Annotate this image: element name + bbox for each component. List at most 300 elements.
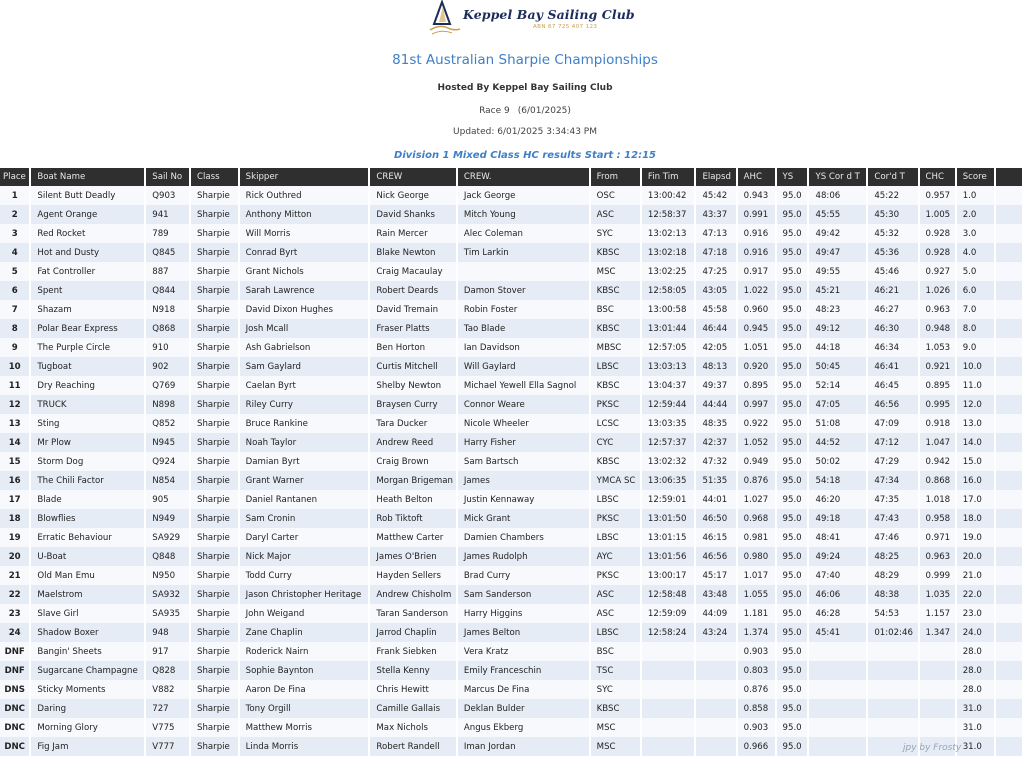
table-cell: 95.0	[777, 680, 808, 699]
table-cell: Sharpie	[191, 642, 238, 661]
table-cell: 47:43	[868, 509, 917, 528]
table-cell: David Tremain	[370, 300, 455, 319]
table-cell: SA935	[146, 604, 189, 623]
table-cell: 1.005	[920, 205, 955, 224]
table-cell: 7.0	[957, 300, 994, 319]
table-cell: 12:58:37	[642, 205, 695, 224]
table-cell: 95.0	[777, 376, 808, 395]
table-cell: BSC	[591, 642, 640, 661]
table-cell: DNF	[0, 642, 29, 661]
table-cell: Will Gaylard	[458, 357, 589, 376]
column-header: CHC	[920, 168, 955, 186]
table-row	[0, 186, 1022, 205]
table-cell: The Chili Factor	[31, 471, 144, 490]
table-cell: 13:01:44	[642, 319, 695, 338]
table-cell: CYC	[591, 433, 640, 452]
table-cell: 4.0	[957, 243, 994, 262]
table-cell: Q845	[146, 243, 189, 262]
table-cell: 12:58:48	[642, 585, 695, 604]
table-cell: 46:45	[868, 376, 917, 395]
table-cell: KBSC	[591, 699, 640, 718]
table-row	[0, 262, 1022, 281]
table-cell: SA929	[146, 528, 189, 547]
table-cell: 50:02	[809, 452, 866, 471]
table-cell: 12:59:01	[642, 490, 695, 509]
table-cell: V777	[146, 737, 189, 756]
table-cell: John Weigand	[240, 604, 369, 623]
table-cell: Conrad Byrt	[240, 243, 369, 262]
table-row	[0, 642, 1022, 661]
table-cell: 23	[0, 604, 29, 623]
table-cell: N950	[146, 566, 189, 585]
table-row	[0, 357, 1022, 376]
table-cell: 0.895	[738, 376, 775, 395]
column-header: Place	[0, 168, 29, 186]
table-cell: 0.803	[738, 661, 775, 680]
club-name: Keppel Bay Sailing Club	[463, 7, 635, 22]
table-cell: 19	[0, 528, 29, 547]
table-cell: V882	[146, 680, 189, 699]
page-title: 81st Australian Sharpie Championships	[392, 52, 658, 68]
table-cell	[809, 680, 866, 699]
results-body	[0, 186, 1022, 756]
table-cell: Sharpie	[191, 718, 238, 737]
table-cell: Jarrod Chaplin	[370, 623, 455, 642]
table-cell: 12:57:05	[642, 338, 695, 357]
table-cell: 49:12	[809, 319, 866, 338]
table-cell: Hot and Dusty	[31, 243, 144, 262]
table-cell: MSC	[591, 718, 640, 737]
table-cell: 0.963	[920, 547, 955, 566]
table-cell	[996, 623, 1022, 642]
column-header: Fin Tim	[642, 168, 695, 186]
table-cell: Sharpie	[191, 357, 238, 376]
table-cell: 43:48	[696, 585, 735, 604]
table-cell	[996, 680, 1022, 699]
table-cell: Aaron De Fina	[240, 680, 369, 699]
column-header: Skipper	[240, 168, 369, 186]
table-cell: SYC	[591, 224, 640, 243]
table-cell: 47:13	[696, 224, 735, 243]
table-cell: Curtis Mitchell	[370, 357, 455, 376]
table-cell: Sharpie	[191, 661, 238, 680]
table-cell: Frank Siebken	[370, 642, 455, 661]
table-cell: 47:12	[868, 433, 917, 452]
table-cell: 45:36	[868, 243, 917, 262]
table-cell: Justin Kennaway	[458, 490, 589, 509]
table-cell	[996, 281, 1022, 300]
table-cell: 47:46	[868, 528, 917, 547]
table-cell: Sharpie	[191, 300, 238, 319]
table-cell: 95.0	[777, 414, 808, 433]
table-cell: The Purple Circle	[31, 338, 144, 357]
column-header: Cor'd T	[868, 168, 917, 186]
race-date: (6/01/2025)	[517, 106, 571, 116]
table-cell: 2.0	[957, 205, 994, 224]
table-cell: Ben Horton	[370, 338, 455, 357]
table-cell: Michael Yewell Ella Sagnol	[458, 376, 589, 395]
table-cell: 12:58:05	[642, 281, 695, 300]
table-cell: Robert Randell	[370, 737, 455, 756]
table-cell: Shazam	[31, 300, 144, 319]
table-cell: 51:08	[809, 414, 866, 433]
table-cell: 0.981	[738, 528, 775, 547]
table-cell: 1.027	[738, 490, 775, 509]
table-row	[0, 414, 1022, 433]
table-cell: 48:29	[868, 566, 917, 585]
table-cell: Iman Jordan	[458, 737, 589, 756]
table-cell: Mitch Young	[458, 205, 589, 224]
table-row	[0, 737, 1022, 756]
table-cell	[996, 471, 1022, 490]
table-cell: DNC	[0, 718, 29, 737]
table-cell: 12:59:09	[642, 604, 695, 623]
table-cell: Erratic Behaviour	[31, 528, 144, 547]
table-row	[0, 281, 1022, 300]
table-cell: Sharpie	[191, 528, 238, 547]
table-cell: 47:40	[809, 566, 866, 585]
table-cell: 49:37	[696, 376, 735, 395]
table-cell: 0.991	[738, 205, 775, 224]
table-row	[0, 718, 1022, 737]
table-cell: 95.0	[777, 585, 808, 604]
column-header: CREW	[370, 168, 455, 186]
table-cell: 95.0	[777, 319, 808, 338]
table-cell: Sharpie	[191, 433, 238, 452]
table-cell: LBSC	[591, 623, 640, 642]
table-cell: Damon Stover	[458, 281, 589, 300]
table-cell: Sting	[31, 414, 144, 433]
table-cell: SA932	[146, 585, 189, 604]
table-cell: 0.917	[738, 262, 775, 281]
table-cell: Sam Bartsch	[458, 452, 589, 471]
table-cell	[696, 718, 735, 737]
table-cell: Sharpie	[191, 262, 238, 281]
table-cell: 11	[0, 376, 29, 395]
table-row	[0, 205, 1022, 224]
table-cell	[996, 186, 1022, 205]
table-row	[0, 490, 1022, 509]
table-row	[0, 338, 1022, 357]
table-cell: Sharpie	[191, 547, 238, 566]
table-cell: 95.0	[777, 566, 808, 585]
table-cell: N898	[146, 395, 189, 414]
table-row	[0, 699, 1022, 718]
table-cell: Sharpie	[191, 452, 238, 471]
table-cell: YMCA SC	[591, 471, 640, 490]
table-row	[0, 300, 1022, 319]
table-cell	[996, 433, 1022, 452]
table-cell: 95.0	[777, 661, 808, 680]
table-cell: 0.903	[738, 642, 775, 661]
table-cell: 0.916	[738, 243, 775, 262]
table-cell: DNC	[0, 737, 29, 756]
table-cell: 43:24	[696, 623, 735, 642]
table-cell: 0.958	[920, 509, 955, 528]
table-cell: Deklan Bulder	[458, 699, 589, 718]
table-cell: Harry Fisher	[458, 433, 589, 452]
table-cell: 15.0	[957, 452, 994, 471]
table-cell: Q769	[146, 376, 189, 395]
table-cell	[642, 642, 695, 661]
table-cell: 95.0	[777, 338, 808, 357]
table-cell: 21.0	[957, 566, 994, 585]
table-cell: Fig Jam	[31, 737, 144, 756]
table-cell: 0.916	[738, 224, 775, 243]
table-cell: 13:01:50	[642, 509, 695, 528]
table-cell	[996, 243, 1022, 262]
table-cell: 887	[146, 262, 189, 281]
table-cell: Camille Gallais	[370, 699, 455, 718]
table-cell: Emily Franceschin	[458, 661, 589, 680]
table-cell: 51:35	[696, 471, 735, 490]
table-cell: 8.0	[957, 319, 994, 338]
table-row	[0, 604, 1022, 623]
table-cell: Roderick Nairn	[240, 642, 369, 661]
table-cell: PKSC	[591, 566, 640, 585]
table-cell: 44:18	[809, 338, 866, 357]
table-cell: Blake Newton	[370, 243, 455, 262]
table-cell: 48:41	[809, 528, 866, 547]
table-cell: Sam Sanderson	[458, 585, 589, 604]
table-cell: Taran Sanderson	[370, 604, 455, 623]
table-row	[0, 585, 1022, 604]
table-cell: SYC	[591, 680, 640, 699]
table-cell	[696, 642, 735, 661]
table-cell: 46:44	[696, 319, 735, 338]
table-cell: 46:56	[868, 395, 917, 414]
table-cell: 1	[0, 186, 29, 205]
table-cell: Sharpie	[191, 205, 238, 224]
table-cell: 46:15	[696, 528, 735, 547]
table-row	[0, 680, 1022, 699]
table-cell: 28.0	[957, 642, 994, 661]
table-cell: 44:52	[809, 433, 866, 452]
table-cell: Sugarcane Champagne	[31, 661, 144, 680]
table-cell: 95.0	[777, 205, 808, 224]
table-cell: Andrew Chisholm	[370, 585, 455, 604]
table-cell: 48:06	[809, 186, 866, 205]
table-cell: Josh Mcall	[240, 319, 369, 338]
table-cell: 0.949	[738, 452, 775, 471]
table-cell	[809, 737, 866, 756]
table-cell: 13	[0, 414, 29, 433]
table-cell: Damian Byrt	[240, 452, 369, 471]
table-cell: Connor Weare	[458, 395, 589, 414]
table-cell	[996, 509, 1022, 528]
table-cell: 0.927	[920, 262, 955, 281]
table-cell: 3	[0, 224, 29, 243]
table-cell: 1.047	[920, 433, 955, 452]
table-cell: 13:06:35	[642, 471, 695, 490]
table-cell	[920, 680, 955, 699]
table-cell: Q903	[146, 186, 189, 205]
table-cell: 47:32	[696, 452, 735, 471]
table-cell: Sharpie	[191, 699, 238, 718]
table-cell: Sharpie	[191, 224, 238, 243]
table-cell: 95.0	[777, 509, 808, 528]
table-cell: 13:03:13	[642, 357, 695, 376]
table-cell: 0.957	[920, 186, 955, 205]
table-cell: 902	[146, 357, 189, 376]
table-cell: KBSC	[591, 243, 640, 262]
table-cell: Q848	[146, 547, 189, 566]
table-cell: Sharpie	[191, 395, 238, 414]
table-row	[0, 243, 1022, 262]
table-cell: 0.858	[738, 699, 775, 718]
table-cell: Sam Cronin	[240, 509, 369, 528]
table-cell: 95.0	[777, 547, 808, 566]
table-cell	[696, 661, 735, 680]
column-header: From	[591, 168, 640, 186]
table-cell: 727	[146, 699, 189, 718]
table-cell: Daniel Rantanen	[240, 490, 369, 509]
table-row	[0, 547, 1022, 566]
table-cell: 49:47	[809, 243, 866, 262]
table-cell: Maelstrom	[31, 585, 144, 604]
table-cell	[642, 737, 695, 756]
table-cell: 20.0	[957, 547, 994, 566]
table-cell: 9	[0, 338, 29, 357]
table-cell: Dry Reaching	[31, 376, 144, 395]
table-cell: Robin Foster	[458, 300, 589, 319]
table-cell: Fat Controller	[31, 262, 144, 281]
table-cell: Tugboat	[31, 357, 144, 376]
table-cell	[996, 262, 1022, 281]
table-cell: 95.0	[777, 718, 808, 737]
table-cell: 1.017	[738, 566, 775, 585]
table-cell: 1.035	[920, 585, 955, 604]
table-cell	[642, 699, 695, 718]
table-cell: 24.0	[957, 623, 994, 642]
table-cell: 45:55	[809, 205, 866, 224]
table-cell: 24	[0, 623, 29, 642]
table-header-row	[0, 168, 1022, 186]
table-cell	[996, 547, 1022, 566]
table-cell: 12:58:24	[642, 623, 695, 642]
table-cell	[996, 319, 1022, 338]
table-cell	[996, 699, 1022, 718]
table-cell: Blowflies	[31, 509, 144, 528]
table-cell: Sharpie	[191, 376, 238, 395]
table-cell: Grant Warner	[240, 471, 369, 490]
table-cell: 11.0	[957, 376, 994, 395]
table-cell: 20	[0, 547, 29, 566]
table-cell: Sophie Baynton	[240, 661, 369, 680]
table-cell	[996, 566, 1022, 585]
table-cell: Riley Curry	[240, 395, 369, 414]
table-cell: 95.0	[777, 281, 808, 300]
table-cell: Sharpie	[191, 623, 238, 642]
table-cell: 48:13	[696, 357, 735, 376]
table-cell: 0.921	[920, 357, 955, 376]
table-cell: KBSC	[591, 452, 640, 471]
table-cell: Silent Butt Deadly	[31, 186, 144, 205]
table-cell: 910	[146, 338, 189, 357]
table-cell: 18.0	[957, 509, 994, 528]
table-cell: 46:50	[696, 509, 735, 528]
table-cell: Damien Chambers	[458, 528, 589, 547]
table-cell	[809, 661, 866, 680]
table-cell	[996, 737, 1022, 756]
table-cell: 0.876	[738, 680, 775, 699]
table-cell: Shelby Newton	[370, 376, 455, 395]
table-cell: 0.945	[738, 319, 775, 338]
table-row	[0, 509, 1022, 528]
table-cell: 49:24	[809, 547, 866, 566]
table-cell: 14.0	[957, 433, 994, 452]
table-cell: Tim Larkin	[458, 243, 589, 262]
table-cell	[920, 642, 955, 661]
table-cell: Will Morris	[240, 224, 369, 243]
table-cell: 1.157	[920, 604, 955, 623]
table-cell: 23.0	[957, 604, 994, 623]
club-abn: ABN 67 725 407 123	[533, 24, 598, 30]
column-header: Sail No	[146, 168, 189, 186]
table-cell: 95.0	[777, 699, 808, 718]
table-cell: ASC	[591, 604, 640, 623]
table-cell: 1.051	[738, 338, 775, 357]
table-cell	[868, 661, 917, 680]
table-cell: 45:41	[809, 623, 866, 642]
table-cell: 45:17	[696, 566, 735, 585]
table-cell: 48:23	[809, 300, 866, 319]
table-cell: N854	[146, 471, 189, 490]
table-row	[0, 566, 1022, 585]
table-cell: 13:04:37	[642, 376, 695, 395]
table-cell: 49:18	[809, 509, 866, 528]
table-cell: Sharpie	[191, 566, 238, 585]
table-cell: Sharpie	[191, 680, 238, 699]
table-cell: 46:41	[868, 357, 917, 376]
table-cell: James O'Brien	[370, 547, 455, 566]
table-cell: Sharpie	[191, 604, 238, 623]
table-cell: Chris Hewitt	[370, 680, 455, 699]
table-cell	[868, 699, 917, 718]
table-cell: 16	[0, 471, 29, 490]
table-cell: Bruce Rankine	[240, 414, 369, 433]
table-cell: V775	[146, 718, 189, 737]
table-cell: 47:34	[868, 471, 917, 490]
table-cell: 47:09	[868, 414, 917, 433]
table-cell: Old Man Emu	[31, 566, 144, 585]
table-cell: 17.0	[957, 490, 994, 509]
table-cell	[996, 661, 1022, 680]
table-cell: Linda Morris	[240, 737, 369, 756]
table-cell: 18	[0, 509, 29, 528]
table-cell: Shadow Boxer	[31, 623, 144, 642]
table-cell: 31.0	[957, 737, 994, 756]
table-cell: 52:14	[809, 376, 866, 395]
table-cell: Polar Bear Express	[31, 319, 144, 338]
table-cell: 46:20	[809, 490, 866, 509]
table-cell: 1.018	[920, 490, 955, 509]
table-cell: Daring	[31, 699, 144, 718]
table-cell: 12	[0, 395, 29, 414]
table-cell: Grant Nichols	[240, 262, 369, 281]
table-cell: 95.0	[777, 186, 808, 205]
table-row	[0, 661, 1022, 680]
table-cell: Q844	[146, 281, 189, 300]
table-cell: Sharpie	[191, 186, 238, 205]
table-cell: U-Boat	[31, 547, 144, 566]
club-logo	[428, 0, 635, 38]
table-cell	[996, 395, 1022, 414]
table-cell: 21	[0, 566, 29, 585]
table-row	[0, 319, 1022, 338]
table-cell: Todd Curry	[240, 566, 369, 585]
table-cell: 13:00:58	[642, 300, 695, 319]
